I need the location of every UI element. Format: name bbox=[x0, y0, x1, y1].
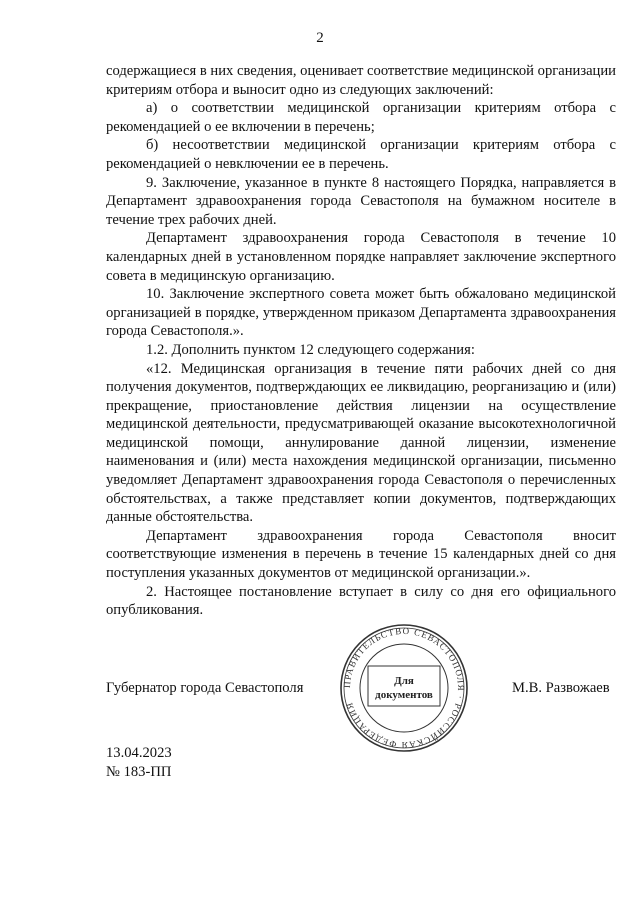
paragraph: б) несоответствии медицинской организации критериям отбора с рекомендацией о невключении ее в перечень. bbox=[106, 137, 616, 172]
seal-outer-text: ПРАВИТЕЛЬСТВО СЕВАСТОПОЛЯ · РОССИЙСКАЯ ФЕДЕРАЦИЯ bbox=[341, 625, 467, 751]
official-seal bbox=[338, 622, 470, 754]
paragraph: содержащиеся в них сведения, оценивает соответствие медицинской организации критериям отбора и выносит одно из следующих заключений: bbox=[106, 63, 616, 98]
document-footer bbox=[106, 744, 172, 781]
seal-center-line2: документов bbox=[375, 689, 433, 701]
paragraph: а) о соответствии медицинской организации критериям отбора с рекомендацией о ее включении в перечень; bbox=[106, 100, 616, 135]
svg-text:ПРАВИТЕЛЬСТВО СЕВАСТОПОЛЯ · РО bbox=[342, 626, 466, 750]
signatory-title: Губернатор города Севастополя bbox=[106, 680, 304, 696]
paragraph: Департамент здравоохранения города Севастополя вносит соответствующие изменения в перечень в течение 15 календарных дней со дня поступления указанных документов от медицинской организации.». bbox=[106, 527, 616, 582]
paragraph: Департамент здравоохранения города Севастополя в течение 10 календарных дней в установленном порядке направляет заключение экспертного совета в медицинскую организацию. bbox=[106, 230, 616, 284]
paragraph: 10. Заключение экспертного совета может быть обжаловано медицинской организацией в порядке, утвержденном приказом Департамента здравоохранения города Севастополя.». bbox=[106, 286, 616, 340]
seal-center-line1: Для bbox=[394, 675, 414, 687]
document-number: № 183-ПП bbox=[106, 763, 172, 780]
signatory-name: М.В. Развожаев bbox=[512, 680, 610, 696]
page-number: 2 bbox=[316, 30, 324, 46]
paragraph: 2. Настоящее постановление вступает в силу со дня его официального опубликования. bbox=[106, 583, 616, 619]
paragraph: «12. Медицинская организация в течение пяти рабочих дней со дня получения документов, подтверждающих ее ликвидацию, реорганизацию и (или) прекращение, приостановление действия лицензии на осуществление медицинской деятельности, предусматривающей оказание высокотехнологичной медицинской помощи, аннулирование данной лицензии, изменение наименования и (или) места нахождения медицинской организации, письменно уведомляет Департамент здравоохранения города Севастополя о перечисленных обстоятельствах, а также представляет копии документов, подтверждающих данные обстоятельства. bbox=[106, 360, 616, 526]
paragraph: 9. Заключение, указанное в пункте 8 настоящего Порядка, направляется в Департамент здравоохранения города Севастополя на бумажном носителе в течение трех рабочих дней. bbox=[106, 174, 616, 228]
document-body bbox=[106, 62, 616, 620]
document-date: 13.04.2023 bbox=[106, 745, 172, 761]
paragraph: 1.2. Дополнить пунктом 12 следующего содержания: bbox=[146, 341, 475, 358]
